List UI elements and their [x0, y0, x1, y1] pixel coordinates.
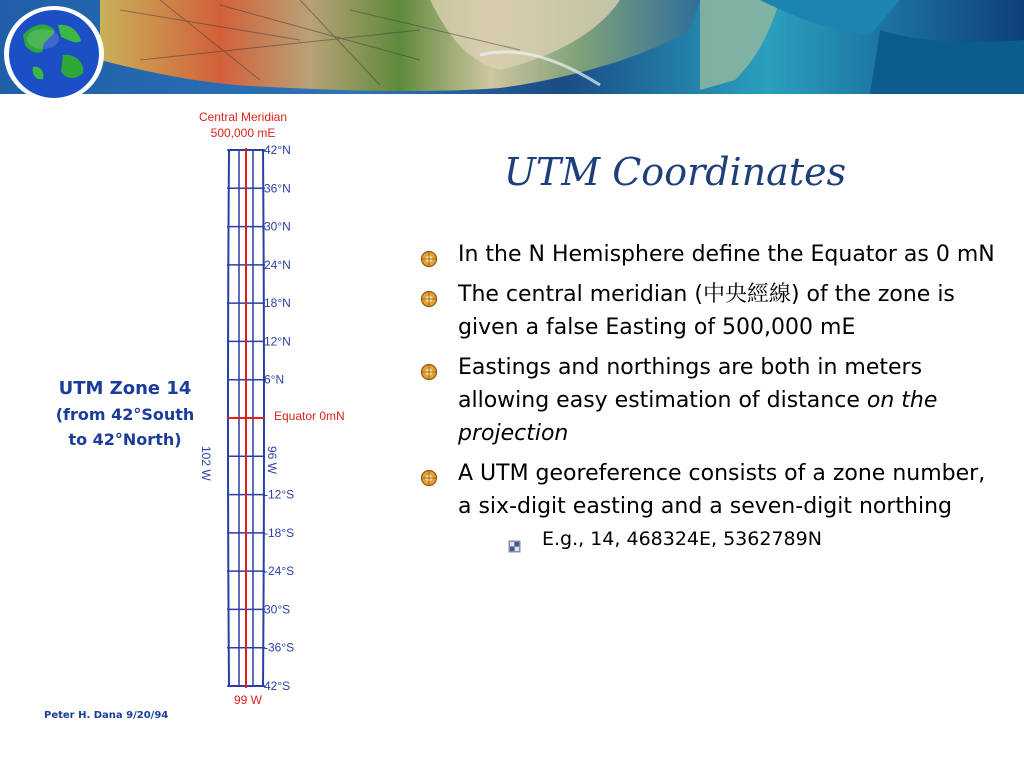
central-meridian-value: 500,000 mE: [210, 126, 276, 140]
sub-bullet-text: E.g., 14, 468324E, 5362789N: [542, 528, 822, 550]
east-meridian-label: 96 W: [265, 446, 279, 475]
latitude-label: 30°N: [264, 219, 291, 234]
bullet-list: [418, 238, 998, 560]
bullet-text-before: The central meridian (: [458, 282, 703, 307]
globe-icon: [3, 5, 105, 103]
orange-circle-bullet-icon: [420, 285, 438, 303]
bullet-item: [418, 278, 998, 344]
orange-circle-bullet-icon: [420, 358, 438, 376]
bullet-text: In the N Hemisphere define the Equator as 0 mN: [458, 242, 995, 267]
bullet-text: A UTM georeference consists of a zone number, a six-digit easting and a seven-digit northing: [458, 461, 986, 519]
central-meridian-label: Central Meridian: [198, 110, 288, 124]
latitude-label: -24°S: [264, 564, 295, 579]
latitude-label: 24°N: [264, 257, 291, 272]
latitude-label: 36°N: [264, 181, 291, 196]
sub-bullet-item: [458, 525, 998, 553]
zone-range-line-1: (from 42°South: [55, 405, 195, 424]
equator-label: Equator 0mN: [274, 409, 345, 423]
bullet-text-italic: on the projection: [458, 388, 938, 446]
latitude-label: -12°S: [264, 487, 295, 502]
square-bullet-icon: [508, 533, 521, 546]
latitude-label: 6°N: [264, 372, 285, 387]
slide-title: UTM Coordinates: [503, 150, 847, 194]
latitude-label: -18°S: [264, 525, 295, 540]
bullet-text: Eastings and northings are both in meters allowing easy estimation of distance: [458, 355, 923, 413]
bullet-item: [418, 238, 998, 271]
map-banner: [0, 0, 1024, 94]
zone-title-block: [40, 376, 210, 452]
zone-title: UTM Zone 14: [58, 378, 192, 399]
bullet-item: [418, 457, 998, 553]
latitude-label: 30°S: [264, 602, 291, 617]
latitude-label: 12°N: [264, 334, 291, 349]
bottom-meridian-label: 99 W: [233, 693, 263, 707]
bullet-text-cjk: 中央經線: [702, 282, 791, 307]
orange-circle-bullet-icon: [420, 464, 438, 482]
bullet-text-after: ) of the zone is given a false Easting of 500,000 mE: [458, 282, 955, 340]
bullet-item: [418, 351, 998, 450]
latitude-label: 42°N: [264, 143, 291, 157]
orange-circle-bullet-icon: [420, 245, 438, 263]
zone-range-line-2: to 42°North): [68, 430, 182, 449]
latitude-label: 42°S: [264, 679, 291, 693]
latitude-label: 18°N: [264, 296, 291, 311]
west-meridian-label: 102 W: [199, 446, 213, 481]
diagram-credit: Peter H. Dana 9/20/94: [44, 710, 169, 721]
latitude-label: -36°S: [264, 640, 295, 655]
